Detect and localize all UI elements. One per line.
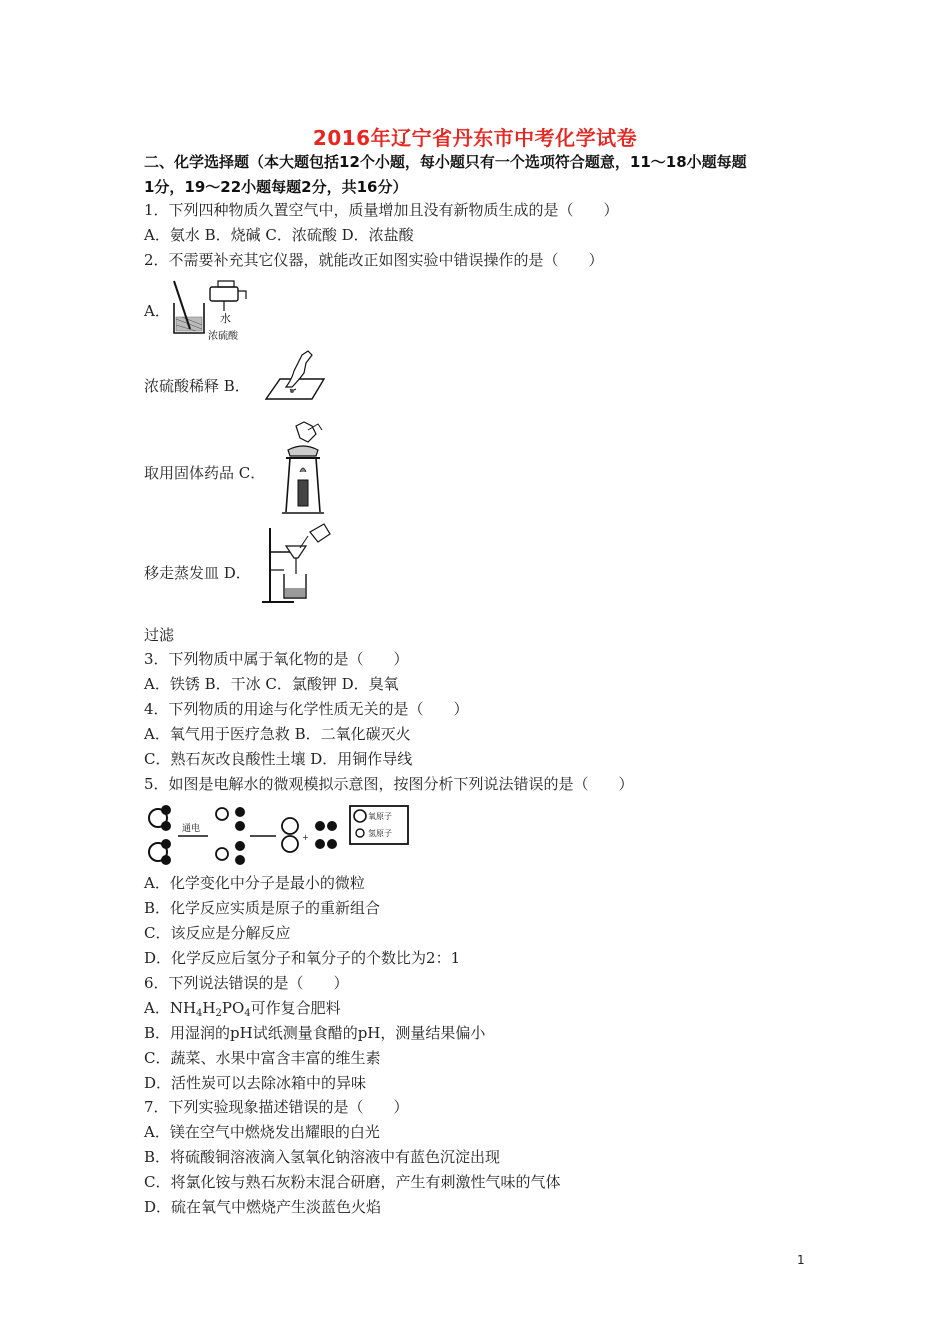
q1-options: A．氨水 B．烧碱 C．浓硫酸 D．浓盐酸 [144,226,414,244]
filtration-figure [258,522,332,606]
q5-stem: 5．如图是电解水的微观模拟示意图，按图分析下列说法错误的是（ ） [144,775,634,793]
evaporating-figure [278,420,328,516]
q3-options: A．铁锈 B．干冰 C．氯酸钾 D．臭氧 [144,675,399,693]
q6-option-d: D．活性炭可以去除冰箱中的异味 [144,1074,367,1092]
q6-stem: 6．下列说法错误的是（ ） [144,974,349,992]
q5-option-b: B．化学反应实质是原子的重新组合 [144,899,381,917]
q4-stem: 4．下列物质的用途与化学性质无关的是（ ） [144,700,469,718]
electrolysis-diagram [144,798,412,870]
q7-option-b: B．将硫酸铜溶液滴入氢氧化钠溶液中有蓝色沉淀出现 [144,1148,501,1166]
q3-stem: 3．下列物质中属于氧化物的是（ ） [144,650,409,668]
q6-option-c: C．蔬菜、水果中富含丰富的维生素 [144,1049,381,1067]
section-header-line1: 二、化学选择题（本大题包括12个小题，每小题只有一个选项符合题意，11～18小题每题 [144,153,747,171]
svg-text:+: + [302,833,309,842]
page-title: 2016年辽宁省丹东市中考化学试卷 [312,126,638,150]
q7-option-c: C．将氯化铵与熟石灰粉末混合研磨，产生有刺激性气味的气体 [144,1173,561,1191]
q6-option-a: A．$NH_4H_2PO_4$可作复合肥料 [144,999,341,1019]
q2-option-b-line: 浓硫酸稀释 B． [144,377,250,395]
q2-option-d-line: 移走蒸发皿 D． [144,564,251,582]
q1-stem: 1．下列四种物质久置空气中，质量增加且没有新物质生成的是（ ） [144,201,619,219]
solid-reagent-figure [262,349,326,404]
q6-option-b: B．用湿润的pH试纸测量食醋的pH，测量结果偏小 [144,1024,486,1042]
fig-a-label-water: 水 [220,312,231,325]
dilution-figure [168,277,250,342]
q7-option-a: A．镁在空气中燃烧发出耀眼的白光 [144,1123,380,1141]
legend-oxygen: 氧原子 [368,812,392,821]
q2-option-a-label: A． [144,302,170,320]
legend-hydrogen: 氢原子 [368,829,392,838]
q7-stem: 7．下列实验现象描述错误的是（ ） [144,1098,409,1116]
q2-stem: 2．不需要补充其它仪器，就能改正如图实验中错误操作的是（ ） [144,251,604,269]
q4-options-line1: A．氧气用于医疗急救 B．二氧化碳灭火 [144,725,411,743]
section-header-line2: 1分，19～22小题每题2分，共16分） [144,178,408,196]
fig-a-label-acid: 浓硫酸 [208,331,238,342]
arrow-label: 通电 [182,824,201,834]
q2-option-d-caption: 过滤 [144,626,175,644]
q7-option-d: D．硫在氧气中燃烧产生淡蓝色火焰 [144,1198,382,1216]
q5-option-c: C．该反应是分解反应 [144,924,291,942]
q5-option-d: D．化学反应后氢分子和氧分子的个数比为2：1 [144,949,461,967]
q4-options-line2: C．熟石灰改良酸性土壤 D．用铜作导线 [144,750,413,768]
q5-option-a: A．化学变化中分子是最小的微粒 [144,874,365,892]
page-number: 1 [797,1253,805,1267]
q2-option-c-line: 取用固体药品 C． [144,464,266,482]
